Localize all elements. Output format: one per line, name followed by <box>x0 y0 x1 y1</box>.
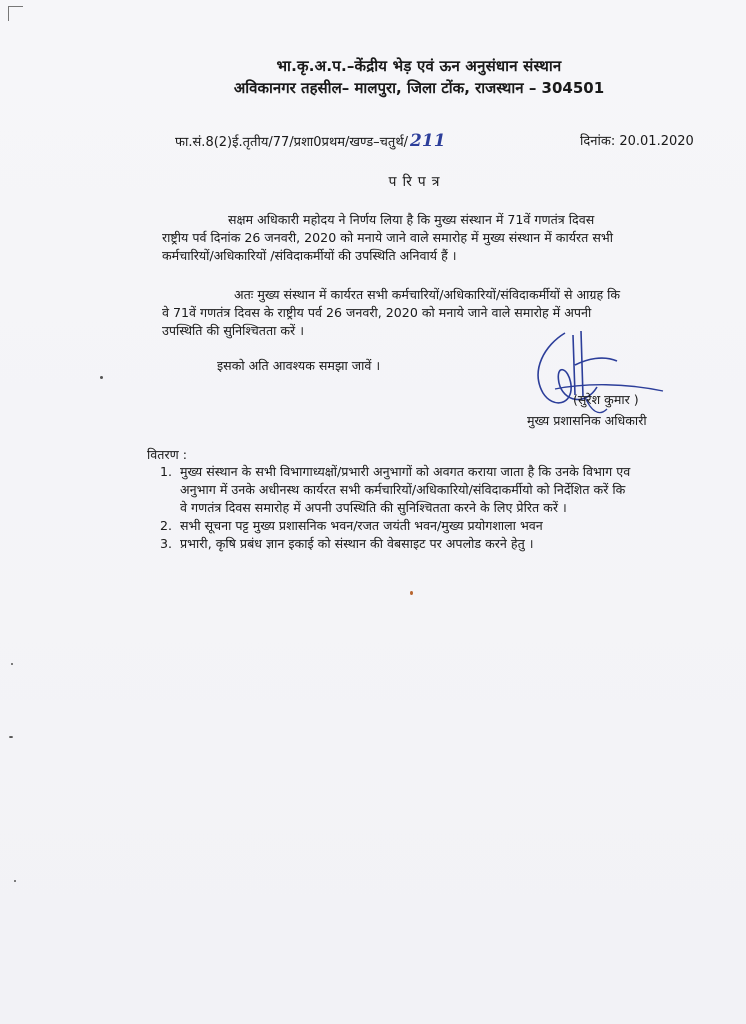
distribution-item-line: प्रभारी, कृषि प्रबंध ज्ञान इकाई को संस्थान की वेबसाइट पर अपलोड करने हेतु । <box>180 536 534 551</box>
institute-address: अविकानगर तहसील– मालपुरा, जिला टोंक, राजस्थान – 304501 <box>233 79 605 97</box>
distribution-item-line: सभी सूचना पट्ट मुख्य प्रशासनिक भवन/रजत जयंती भवन/मुख्य प्रयोगशाला भवन <box>180 518 543 533</box>
paragraph-3: इसको अति आवश्यक समझा जावें । <box>217 358 381 373</box>
paper-speck <box>14 880 16 882</box>
file-reference-number: फा.सं.8(2)ई.तृतीय/77/प्रशा0प्रथम/खण्ड–चतुर्थ/ <box>175 135 409 150</box>
distribution-label: वितरण : <box>147 447 187 462</box>
paragraph-1-line: कर्मचारियों/अधिकारियों /संविदाकर्मीयों की उपस्थिति अनिवार्य हैं । <box>162 248 457 263</box>
circular-title: परिपत्र <box>388 174 446 190</box>
paper-speck <box>9 736 13 738</box>
distribution-item-number: 2. <box>160 518 173 533</box>
paper-speck <box>410 591 413 595</box>
distribution-item <box>160 535 720 553</box>
institute-name: भा.कृ.अ.प.–केंद्रीय भेड़ एवं ऊन अनुसंधान संस्थान <box>276 57 562 75</box>
handwritten-reference: 211 <box>410 131 446 151</box>
distribution-list <box>160 463 720 553</box>
distribution-item <box>160 517 720 535</box>
distribution-item-number: 1. <box>160 464 173 479</box>
signatory-name: (सुरेश कुमार ) <box>573 392 639 407</box>
signature-image <box>525 325 675 425</box>
signatory-designation: मुख्य प्रशासनिक अधिकारी <box>527 413 647 428</box>
distribution-item-line: मुख्य संस्थान के सभी विभागाध्यक्षों/प्रभारी अनुभागों को अवगत कराया जाता है कि उनके विभाग एव <box>180 464 631 479</box>
paragraph-2-line: अतः मुख्य संस्थान में कार्यरत सभी कर्मचारियों/अधिकारियों/संविदाकर्मीयों से आग्रह कि <box>234 287 621 302</box>
file-reference <box>175 131 446 151</box>
paragraph-1 <box>162 211 694 265</box>
distribution-item-line: अनुभाग में उनके अधीनस्थ कार्यरत सभी कर्मचारियों/अधिकारियो/संविदाकर्मीयो को निर्देशित करें कि <box>180 482 626 497</box>
paragraph-2-line: उपस्थिति की सुनिश्चितता करें । <box>162 323 304 338</box>
paper-speck <box>100 376 103 379</box>
paragraph-1-line: सक्षम अधिकारी महोदय ने निर्णय लिया है कि मुख्य संस्थान में 71वें गणतंत्र दिवस <box>228 212 595 227</box>
distribution-item-number: 3. <box>160 536 173 551</box>
paragraph-1-line: राष्ट्रीय पर्व दिनांक 26 जनवरी, 2020 को मनाये जाने वाले समारोह में मुख्य संस्थान में कार्यरत सभी <box>162 230 613 245</box>
document-date: दिनांक: 20.01.2020 <box>580 134 694 149</box>
distribution-item-line: वे गणतंत्र दिवस समारोह में अपनी उपस्थिति की सुनिश्चितता करने के लिए प्रेरित करें । <box>180 500 567 515</box>
paper-speck <box>11 663 13 665</box>
distribution-item <box>160 463 720 517</box>
paragraph-2-line: वे 71वें गणतंत्र दिवस के राष्ट्रीय पर्व 26 जनवरी, 2020 को मनाये जाने वाले समारोह में अपनी <box>162 305 592 320</box>
corner-mark <box>8 6 23 21</box>
